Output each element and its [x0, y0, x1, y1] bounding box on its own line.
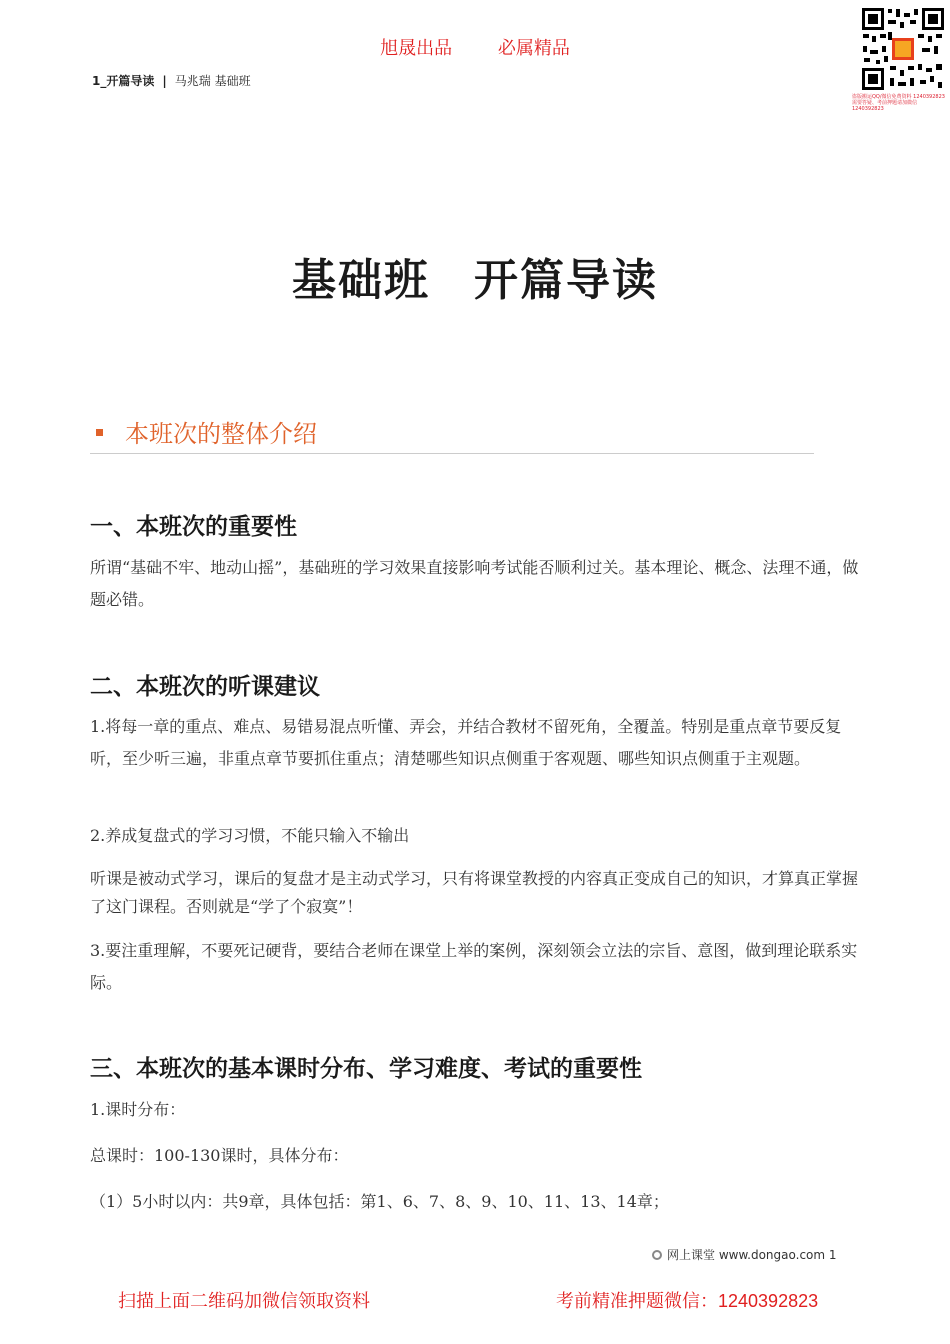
promo-left: 扫描上面二维码加微信领取资料: [118, 1291, 370, 1312]
promo-right-label: 考前精准押题微信：: [556, 1291, 718, 1312]
footer-site: [652, 1246, 837, 1263]
section-heading-advice: 二、本班次的听课建议: [90, 673, 320, 700]
section-heading-importance: 一、本班次的重要性: [90, 513, 297, 540]
square-bullet-icon: [96, 429, 103, 436]
top-slogan: [0, 34, 950, 60]
teacher-course: 马兆瑞 基础班: [174, 74, 251, 88]
slogan-left: 旭晟出品: [380, 38, 453, 59]
title-part-2: 开篇导读: [474, 255, 658, 306]
breadcrumb-separator: |: [162, 74, 167, 88]
paragraph: （1）5小时以内：共9章，具体包括：第1、6、7、8、9、10、11、13、14章；: [90, 1192, 669, 1211]
section-banner: [96, 414, 317, 449]
section-heading-distribution: 三、本班次的基本课时分布、学习难度、考试的重要性: [90, 1055, 642, 1082]
paragraph: 所谓“基础不牢、地动山摇”，基础班的学习效果直接影响考试能否顺利过关。基本理论、概念、法理不通，做题必错。: [90, 558, 859, 609]
paragraph: 1.课时分布：: [90, 1100, 186, 1119]
title-part-1: 基础班: [292, 255, 430, 306]
chapter-label: 1_开篇导读: [92, 74, 155, 88]
footer-site-text: 网上课堂 www.dongao.com 1: [667, 1248, 837, 1262]
page-title: [0, 244, 950, 308]
paragraph: 2.养成复盘式的学习习惯，不能只输入不输出: [90, 826, 410, 845]
dongao-logo-icon: [652, 1250, 662, 1260]
promo-right: [556, 1287, 818, 1313]
paragraph: 3.要注重理解，不要死记硬背，要结合老师在课堂上举的案例，深刻领会立法的宗旨、意图，做到理论联系实际。: [90, 941, 858, 992]
breadcrumb: [92, 72, 251, 89]
paragraph: 听课是被动式学习，课后的复盘才是主动式学习，只有将课堂教授的内容真正变成自己的知识，才算真正掌握了这门课程。否则就是“学了个寂寞”！: [90, 869, 859, 916]
paragraph: 总课时：100-130课时，具体分布：: [90, 1146, 349, 1165]
section-banner-label: 本班次的整体介绍: [125, 420, 317, 448]
divider: [90, 453, 814, 454]
paragraph: 1.将每一章的重点、难点、易错易混点听懂、弄会，并结合教材不留死角，全覆盖。特别是重点章节要反复听，至少听三遍，非重点章节要抓住重点；清楚哪些知识点侧重于客观题、哪些知识点侧重于主观题。: [90, 717, 842, 768]
qr-code-icon: [860, 6, 946, 92]
slogan-right: 必属精品: [497, 38, 570, 59]
promo-right-number: 1240392823: [718, 1291, 819, 1311]
qr-caption: 盗版搬运QQ/微信免费资料 1240392823 需要答疑、考前押题请加微信 1240392823: [852, 94, 945, 112]
